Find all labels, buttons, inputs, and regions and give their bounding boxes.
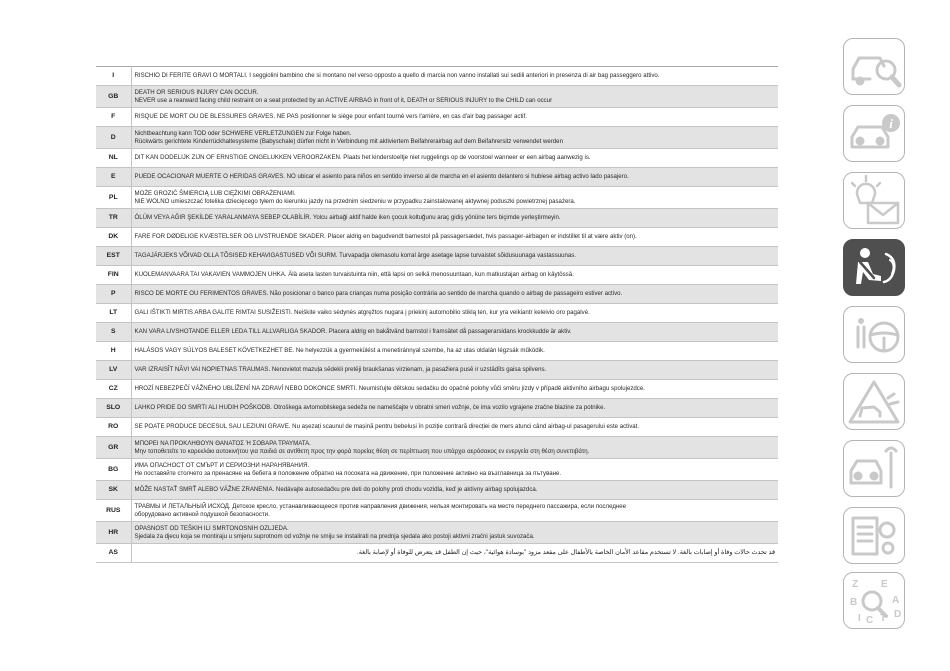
warning-row: [96, 168, 778, 187]
warning-text-line: оборудовано активной подушкой безопасности.: [134, 510, 270, 518]
warning-text: [131, 108, 778, 127]
warning-row: [96, 67, 778, 86]
warning-light-envelope-icon: [844, 173, 905, 229]
warning-text: [131, 304, 778, 323]
warning-text: [131, 380, 778, 399]
warning-text-line: DEATH OR SERIOUS INJURY CAN OCCUR.: [134, 88, 259, 96]
warning-text: [131, 86, 778, 108]
warning-text-line: ÖLÜM VEYA AĞIR ŞEKİLDE YARALANMAYA SEBEP OLABİLİR. Yolcu airbaği aktif halde iken çocuk koltuğunu araç gidiş yönüne ters biçimde yerleştirmeyin.: [134, 214, 561, 222]
svg-text:E: E: [881, 579, 888, 590]
warning-text-line: HALÁSOS VAGY SÚLYOS BALESET KÖVETKEZHET BE. Ne helyezzük a gyermekülést a menetiránnyal szembe, ha az utas oldalán légzsák működik.: [134, 347, 545, 355]
language-code: EST: [96, 247, 131, 266]
warning-text-line: HROZÍ NEBEZPEČÍ VÁŽNÉHO UBLÍŽENÍ NA ZDRAVÍ NEBO DOKONCE SMRTI. Neumisťujte dětskou sedačku do opačné polohy vůči směru jízdy v případě aktivního airbagu spolujezdce.: [134, 385, 645, 393]
warning-text-line: Μην τοποθετείτε το καρεκλάκι αυτοκινήτου για παιδιά σε αντίθετη προς την φορά πορείας θέση σε περίπτωση που υπάρχει αερόσακος εν ενεργεία στη θέση συνεπιβάτη.: [134, 447, 590, 455]
svg-text:I: I: [858, 613, 861, 624]
warning-text: [131, 418, 778, 437]
airbag-warning-table: [96, 66, 778, 563]
warning-text: [131, 187, 778, 209]
warning-text-line: FARE FOR DØDELIGE KVÆSTELSER OG LIVSTRUENDE SKADER. Placer aldrig en bagudvendt barnestol på passagersædet, hvis passager-airbagen er indstillet til at være aktiv (on).: [134, 233, 637, 241]
language-code: DK: [96, 228, 131, 247]
warning-text-line: GALI IŠTIKTI MIRTIS ARBA GALITE RIMTAI SUSIŽEISTI. Neiškite vaiko sėdynės atgręžtos nugara į priekinį automobilio stiklą ten, kur yra veikiantr keleivio oro pagalvė.: [134, 309, 590, 317]
warning-text-line: RISQUE DE MORT OU DE BLESSURES GRAVES. NE PAS positionner le siège pour enfant tourné vers l'arrière, en cas d'air bag passager actif.: [134, 113, 527, 121]
language-code: HR: [96, 522, 131, 544]
warning-row: [96, 481, 778, 500]
warning-row: [96, 522, 778, 544]
svg-text:Z: Z: [852, 579, 859, 590]
language-code: GB: [96, 86, 131, 108]
warning-row: [96, 127, 778, 149]
warning-row: [96, 209, 778, 228]
warning-row: [96, 285, 778, 304]
language-code: BG: [96, 459, 131, 481]
warning-text-line: OPASNOST OD TEŠKIH ILI SMRTONOSNIH OZLJEDA.: [134, 524, 289, 532]
warning-text-line: ΜΠΟΡΕΙ ΝΑ ΠΡΟΚΛΗΘΟΥΝ ΘΑΝΑΤΟΣ Ή ΣΟΒΑΡΑ ΤΡΑΥΜΑΤΑ.: [134, 439, 311, 447]
warning-text: [131, 285, 778, 304]
svg-text:A: A: [892, 595, 900, 606]
warning-text-line: NEVER use a rearward facing child restraint on a seat protected by an ACTIVE AIRBAG in front of it, DEATH or SERIOUS INJURY to the CHILD can occur: [134, 96, 553, 104]
svg-text:C: C: [866, 615, 874, 626]
warning-text-line: RISCO DE MORTE OU FERIMENTOS GRAVES. Não posicionar o banco para crianças numa posição contrária ao sentido de marcha quando o airbag de passageiro estiver activo.: [134, 290, 623, 298]
warning-text: [131, 127, 778, 149]
language-code: SLO: [96, 399, 131, 418]
warning-row: [96, 418, 778, 437]
warning-row: [96, 247, 778, 266]
language-code: SK: [96, 481, 131, 500]
warning-text: [131, 500, 778, 522]
warning-text: [131, 266, 778, 285]
language-code: PL: [96, 187, 131, 209]
warning-row: [96, 149, 778, 168]
language-code: NL: [96, 149, 131, 168]
warning-text-line: Sjedala za djecu koja se montiraju u smjeru suprotnom od vožnje ne smiju se instalirati na prednja sjedala ako postoji aktivni zračni jastuk suvozača.: [134, 532, 535, 540]
car-info-icon: [844, 106, 905, 162]
warning-text: [131, 522, 778, 544]
language-code: TR: [96, 209, 131, 228]
language-code: I: [96, 67, 131, 86]
warning-row: [96, 228, 778, 247]
tab-index[interactable]: [843, 572, 905, 629]
language-code: D: [96, 127, 131, 149]
warning-text-line: MÔŽE NASTAŤ SMRŤ ALEBO VÁŽNE ZRANENIA. Nedávajte autosedačku pre deti do polohy proti chodu vozidla, keď je aktívny airbag spolujazdca.: [134, 486, 538, 494]
language-code: GR: [96, 437, 131, 459]
warning-text-line: قد تحدث حالات وفاة أو إصابات بالغة. لا تستخدم مقاعد الأمان الخاصة بالأطفال على مقعد مزود "بوسادة هوائية"، حيث إن الطفل قد يتعرض للوفاة أو لإصابة بالغة.: [356, 549, 775, 557]
tab-technical-data[interactable]: [843, 507, 905, 564]
warning-row: [96, 266, 778, 285]
warning-text-line: RISCHIO DI FERITE GRAVI O MORTALI. I seggiolini bambino che si montano nel verso opposto a quello di marcia non vanno installati sui sedili anteriori in presenza di air bag passeggero attivo.: [134, 72, 660, 80]
seatbelt-airbag-icon: [844, 240, 905, 296]
warning-row: [96, 342, 778, 361]
warning-text-line: Nichtbeachtung kann TOD oder SCHWERE VERLETZUNGEN zur Folge haben.: [134, 129, 352, 137]
language-code: LV: [96, 361, 131, 380]
language-code: FIN: [96, 266, 131, 285]
warning-row: [96, 500, 778, 522]
warning-text-line: DIT KAN DODELIJK ZIJN OF ERNSTIGE ONGELUKKEN VEROORZAKEN. Plaats het kinderstoeltje niet ruggelings op de voorstoel wanneer er een airbag aanwezig is.: [134, 154, 591, 162]
tab-know-vehicle[interactable]: [843, 38, 905, 95]
warning-row: [96, 86, 778, 108]
warning-text: [131, 361, 778, 380]
steering-wheel-icon: [844, 307, 905, 363]
warning-text-line: ТРАВМЫ И ЛЕТАЛЬНЫЙ ИСХОД. Детское кресло, устанавливающееся против направления движения, нельзя монтировать на месте переднего пассажира, если последнее: [134, 502, 627, 510]
warning-text: [131, 481, 778, 500]
warning-text-line: SE POATE PRODUCE DECESUL SAU LEZIUNI GRAVE. Nu așezați scaunul de mașină pentru bebeluși în poziție contrară direcției de mers atunci când airbag-ul pasagerului este activat.: [134, 423, 640, 431]
warning-text-line: TAGAJÄRJEKS VÕIVAD OLLA TÕSISED KEHAVIGASTUSED VÕI SURM. Turvapadja olemasolu korral ärge asetage lapse turvaistet sõidusuunaga vastassuunas.: [134, 252, 577, 260]
warning-text-line: KUOLEMANVAARA TAI VAKAVIEN VAMMOJEN UHKA. Älä aseta lasten turvaistuinta niin, että lapsi on selkä menosuuntaan, kun matkustajan airbag on käytössä.: [134, 271, 574, 279]
tab-safety[interactable]: [843, 239, 905, 296]
tab-emergency[interactable]: [843, 373, 905, 430]
language-code: F: [96, 108, 131, 127]
warning-text-line: MOŻE GROZIĆ ŚMIERCIĄ LUB CIĘŻKIMI OBRAŻENIAMI.: [134, 189, 296, 197]
warning-text: [131, 323, 778, 342]
warning-row: [96, 108, 778, 127]
svg-text:D: D: [894, 609, 902, 620]
warning-row: [96, 304, 778, 323]
warning-row: [96, 323, 778, 342]
warning-row: [96, 437, 778, 459]
car-warning-triangle-icon: [844, 374, 905, 430]
language-code: AS: [96, 544, 131, 563]
warning-row: [96, 399, 778, 418]
warning-row: [96, 187, 778, 209]
tab-starting-driving[interactable]: [843, 306, 905, 363]
language-code: S: [96, 323, 131, 342]
warning-text: [131, 399, 778, 418]
language-code: CZ: [96, 380, 131, 399]
warning-text-line: LAHKO PRIDE DO SMRTI ALI HUDIH POŠKODB. Otroškega avtomobilskega sedeža ne nameščajte v obratni smeri vožnje, če ima vozilo vgrajene zračne blazine za potnike.: [134, 404, 606, 412]
warning-text: [131, 149, 778, 168]
car-wrench-icon: [844, 441, 905, 497]
language-code: RUS: [96, 500, 131, 522]
tab-servicing[interactable]: [843, 440, 905, 497]
warning-text-line: VAR IZRAISĪT NĀVI VAI NOPIETNAS TRAUMAS. Nenovietot mazuļa sēdekli pretēji braukšanas virzienam, ja pasažiera pusē ir uzstādīts gaisa spilvens.: [134, 366, 547, 374]
warning-text-line: NIE WOLNO umieszczać fotelika dziecięcego tyłem do kierunku jazdy na przednim siedzeniu w przypadku zainstalowanej aktywnej poduszki powietrznej pasażera.: [134, 197, 576, 205]
warning-text: [131, 168, 778, 187]
warning-text-line: KAN VARA LIVSHOTANDE ELLER LEDA TILL ALLVARLIGA SKADOR. Placera aldrig en bakåtvänd barnstol i framsätet då passagerarsidans krockkudde är aktiv.: [134, 328, 572, 336]
warning-text: [131, 459, 778, 481]
warning-text-line: PUEDE OCACIONAR MUERTE O HERIDAS GRAVES. NO ubicar el asiento para niños en sentido inverso al de marcha en el asiento delantero si hubiese airbag activo lado pasajero.: [134, 173, 629, 181]
warning-text-line: ИМА ОПАСНОСТ ОТ СМЪРТ И СЕРИОЗНИ НАРАНЯВАНИЯ.: [134, 461, 310, 469]
warning-row: [96, 544, 778, 563]
warning-row: [96, 361, 778, 380]
car-magnifier-icon: [844, 39, 905, 95]
warning-text-line: Rückwärts gerichtete Kinderrückhaltesysteme (Babyschale) dürfen nicht in Verbindung mit aktiviertem Beifahrerairbag auf dem Beifahrersitz verwendet werden: [134, 137, 563, 145]
language-code: H: [96, 342, 131, 361]
language-code: RO: [96, 418, 131, 437]
warning-text: [131, 342, 778, 361]
svg-text:B: B: [850, 597, 858, 608]
tab-vehicle-info[interactable]: [843, 105, 905, 162]
warning-text: [131, 67, 778, 86]
warning-text: [131, 437, 778, 459]
warning-row: [96, 459, 778, 481]
alphabet-search-icon: [844, 573, 905, 629]
language-code: LT: [96, 304, 131, 323]
tab-warning-lights[interactable]: [843, 172, 905, 229]
warning-text-line: Не поставяйте столчето за пренасяне на бебета в положение обратно на посоката на движение, при положение активно на възглавница за пътуване.: [134, 469, 562, 477]
svg-text:T: T: [880, 613, 887, 624]
warning-text: [131, 544, 778, 563]
document-gear-icon: [844, 508, 905, 564]
language-code: P: [96, 285, 131, 304]
warning-text: [131, 228, 778, 247]
svg-text:i: i: [889, 116, 893, 131]
warning-text: [131, 209, 778, 228]
warning-text: [131, 247, 778, 266]
warning-row: [96, 380, 778, 399]
language-code: E: [96, 168, 131, 187]
